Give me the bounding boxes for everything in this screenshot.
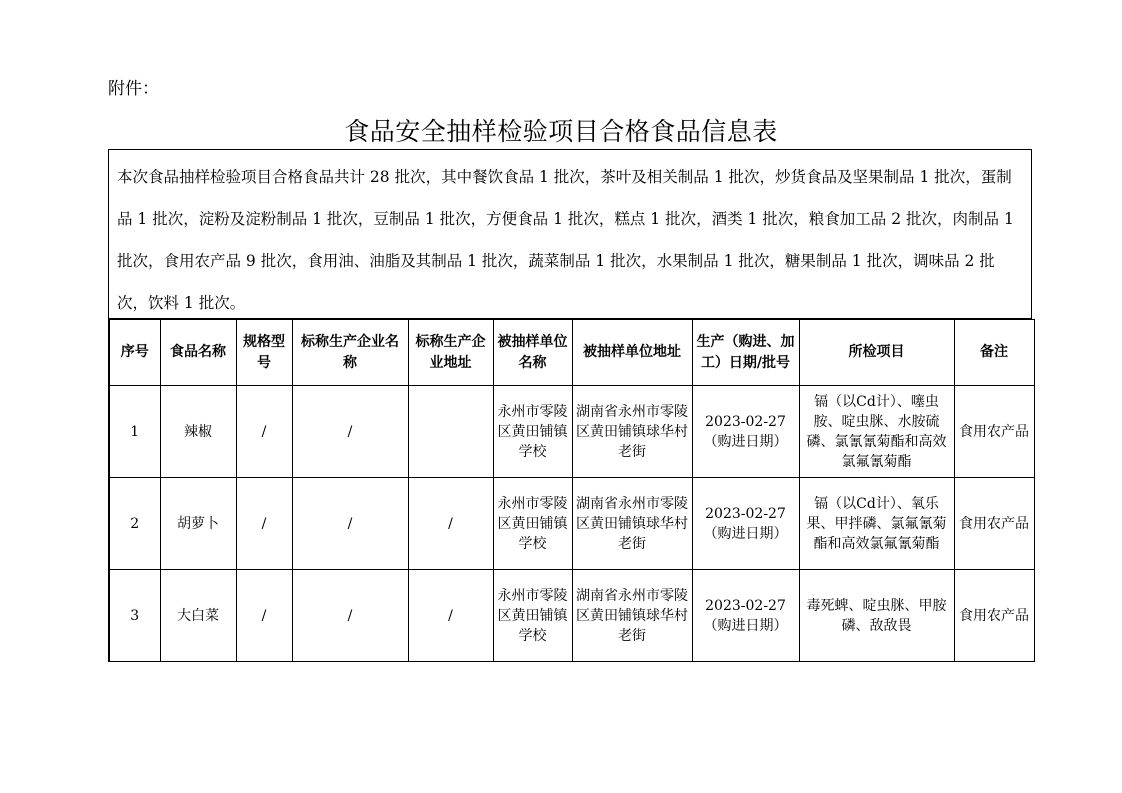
cell-remark: 食用农产品 xyxy=(954,386,1034,478)
cell-items: 毒死蜱、啶虫脒、甲胺磷、敌敌畏 xyxy=(799,570,954,662)
header-sampled-addr: 被抽样单位地址 xyxy=(572,320,692,386)
summary-paragraph: 本次食品抽样检验项目合格食品共计 28 批次，其中餐饮食品 1 批次，茶叶及相关制品 1 批次，炒货食品及坚果制品 1 批次，蛋制品 1 批次，淀粉及淀粉制品 1 批次，豆制品 1 批次，方便食品 1 批次，糕点 1 批次，酒类 1 批次，粮食加工品 2 批次，肉制品 1 批次，食用农产品 9 批次，食用油、油脂及其制品 1 批次，蔬菜制品 1 批次，水果制品 1 批次，糖果制品 1 批次，调味品 2 批次，饮料 1 批次。 xyxy=(108,149,1032,319)
header-sampled-name: 被抽样单位名称 xyxy=(493,320,572,386)
cell-spec: / xyxy=(236,478,292,570)
cell-sampled-name: 永州市零陵区黄田铺镇学校 xyxy=(493,478,572,570)
header-mfr-name: 标称生产企业名称 xyxy=(292,320,408,386)
cell-mfr-name: / xyxy=(292,570,408,662)
cell-mfr-name: / xyxy=(292,386,408,478)
table-row xyxy=(109,570,1034,662)
header-row xyxy=(109,320,1034,386)
cell-no: 2 xyxy=(109,478,160,570)
cell-mfr-addr: / xyxy=(408,570,493,662)
cell-mfr-addr: / xyxy=(408,478,493,570)
cell-mfr-addr xyxy=(408,386,493,478)
cell-spec: / xyxy=(236,386,292,478)
cell-sampled-addr: 湖南省永州市零陵区黄田铺镇球华村老街 xyxy=(572,386,692,478)
header-spec: 规格型号 xyxy=(236,320,292,386)
cell-mfr-name: / xyxy=(292,478,408,570)
header-mfr-addr: 标称生产企业地址 xyxy=(408,320,493,386)
cell-spec: / xyxy=(236,570,292,662)
header-items: 所检项目 xyxy=(799,320,954,386)
cell-items: 镉（以Cd计）、噻虫胺、啶虫脒、水胺硫磷、氯氰氰菊酯和高效氯氟氰菊酯 xyxy=(799,386,954,478)
header-remark: 备注 xyxy=(954,320,1034,386)
cell-no: 1 xyxy=(109,386,160,478)
header-no: 序号 xyxy=(109,320,160,386)
header-food-name: 食品名称 xyxy=(160,320,236,386)
cell-items: 镉（以Cd计）、氧乐果、甲拌磷、氯氟氰菊酯和高效氯氟氰菊酯 xyxy=(799,478,954,570)
cell-no: 3 xyxy=(109,570,160,662)
cell-sampled-name: 永州市零陵区黄田铺镇学校 xyxy=(493,386,572,478)
table-row xyxy=(109,478,1034,570)
cell-sampled-addr: 湖南省永州市零陵区黄田铺镇球华村老街 xyxy=(572,570,692,662)
cell-date: 2023-02-27（购进日期） xyxy=(692,386,799,478)
page-title: 食品安全抽样检验项目合格食品信息表 xyxy=(344,117,778,146)
cell-remark: 食用农产品 xyxy=(954,478,1034,570)
info-table xyxy=(108,319,1035,662)
header-date: 生产（购进、加工）日期/批号 xyxy=(692,320,799,386)
cell-date: 2023-02-27（购进日期） xyxy=(692,478,799,570)
cell-food-name: 辣椒 xyxy=(160,386,236,478)
cell-date: 2023-02-27（购进日期） xyxy=(692,570,799,662)
cell-food-name: 胡萝卜 xyxy=(160,478,236,570)
cell-sampled-name: 永州市零陵区黄田铺镇学校 xyxy=(493,570,572,662)
cell-food-name: 大白菜 xyxy=(160,570,236,662)
table-row xyxy=(109,386,1034,478)
cell-remark: 食用农产品 xyxy=(954,570,1034,662)
attachment-label: 附件： xyxy=(108,79,159,99)
cell-sampled-addr: 湖南省永州市零陵区黄田铺镇球华村老街 xyxy=(572,478,692,570)
